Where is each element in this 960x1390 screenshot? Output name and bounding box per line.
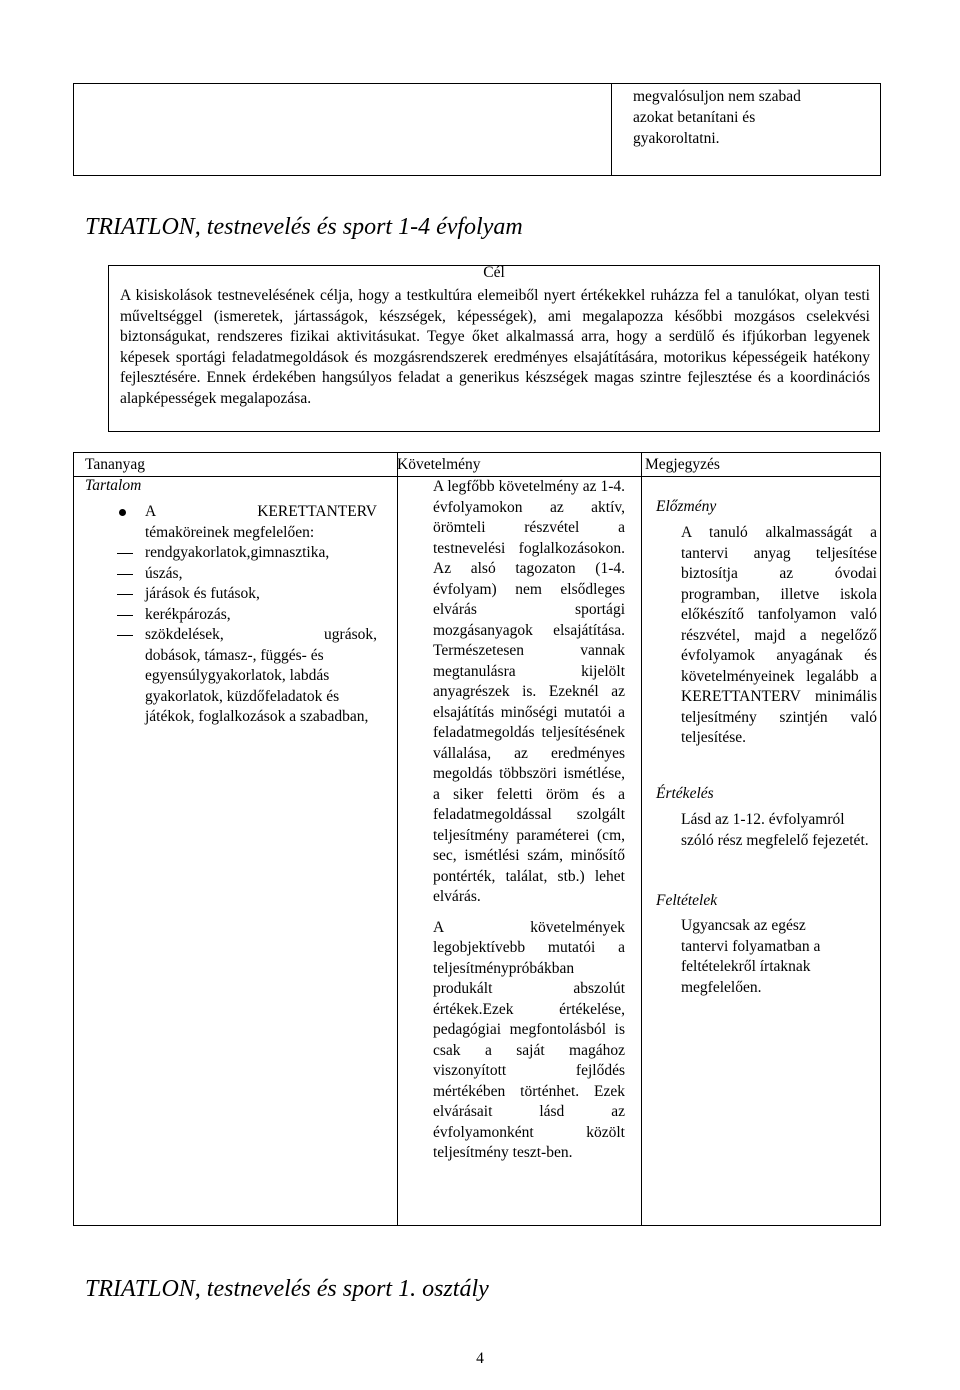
list-item [145,564,377,585]
requirements-text [433,477,625,1164]
column-divider [641,453,642,1225]
note-text-elozmeny: A tanuló alkalmasságát a tantervi anyag teljesítése biztosítja az óvodai programban, illetve iskola előkészítő tanfolyamon való részvétel, majd a negelőző évfolyamok anyagának és követelményeinek legalább a KERETTANTERV minimális teljesítmény szintjén való teljesítése. [681,524,877,746]
bullet-text-rest: témaköreinek megfelelően: [145,523,315,541]
dash-icon [117,615,133,616]
list-item [145,543,377,564]
list-item-text-b: ugrások, [324,626,377,643]
dash-icon [117,594,133,595]
content-list [145,502,377,728]
goal-title: Cél [483,264,505,281]
bullet-icon [119,509,126,516]
page-number: 4 [476,1350,484,1367]
top-table-note: megvalósuljon nem szabad azokat betanítani és gyakoroltatni. [633,88,801,147]
bullet-text-a: A [145,503,157,520]
list-item-text: járások és futások, [145,585,260,602]
note-heading-ertekeles: Értékelés [656,785,714,802]
goal-text [120,286,870,409]
goal-paragraph: A kisiskolások testnevelésének célja, hogy a testkultúra elemeiből nyert értékekkel ruházza fel a tanulókat, olyan testi műveltséggel (ismeretek, jártasságok, készségek, képességek), ami megalapozza későbbi mozgásos cselekvési biztonságukat, rendszeres fizikai aktivitásukat. Tegye őket alkalmassá arra, hogy a serdülő és ifjúkorban legyenek képesek sportági feladatmegoldások és mozgásrendszerek eredményes elsajátítására, motorikus képességeik hatékony fejlesztésére. Ennek érdekében hangsúlyos feladat a generikus készségek magas szintre fejlesztése és a koordinációs alapképességek megalapozása. [120,287,870,407]
requirements-paragraph-1: A legfőbb követelmény az 1-4. évfolyamokon az aktív, örömteli részvétel a testnevelési foglalkozásokon. Az alsó tagozaton (1-4. évfolyam) nem elsődleges elvárás sportági mozgásanyagok elsajátítása. Természetesen vannak megtanulásra kijelölt anyagrészek is. Ezeknél az elsajátítás minőségi mutatói a feladatmegoldás teljesítésének vállalása, az eredményes megoldás többszöri ismétlése, a siker feletti öröm és a feladatmegoldással szolgált teljesítmény paraméterei (cm, sec, ismétlési szám, minősítő pontérték, találat, stb.) lehet elvárás. [433,478,625,905]
section-heading-2: TRIATLON, testnevelés és sport 1. osztály [85,1276,489,1302]
requirements-paragraph-2: A követelmények legobjektívebb mutatói a teljesítménypróbákban produkált abszolút értékek.Ezek értékelése, pedagógiai megfontolásból is csak a saját magához viszonyított fejlődés mértékében történhet. Ezek elvárásait lásd az évfolyamonként közölt teljesítmény teszt-ben. [433,918,625,1161]
column-divider [611,84,612,175]
list-item-text-a: szökdelések, [145,626,224,643]
bullet-line [145,502,377,523]
note-text-ertekeles: Lásd az 1-12. évfolyamról szóló rész megfelelő fejezetét. [681,811,869,849]
header-kovetelmeny: Követelmény [397,456,481,473]
header-megjegyzes: Megjegyzés [645,456,720,473]
list-item-text: úszás, [145,564,183,582]
section-heading: TRIATLON, testnevelés és sport 1-4 évfolyam [85,214,523,240]
header-tananyag: Tananyag [85,456,146,473]
subheading-tartalom: Tartalom [85,477,142,494]
list-item [145,625,377,646]
note-text-feltetelek: Ugyancsak az egész tantervi folyamatban a feltételekről írtaknak megfelelően. [681,917,821,996]
dash-icon [117,553,133,554]
content-rest: dobások, támasz-, függés- és egyensúlygyakorlatok, labdás gyakorlatok, küzdőfeladatok és játékok, foglalkozások a szabadban, [145,646,369,725]
dash-icon [117,635,133,636]
note-heading-feltetelek: Feltételek [656,892,718,909]
list-item [145,584,377,605]
note-heading-elozmeny: Előzmény [656,498,717,515]
list-item-text: rendgyakorlatok,gimnasztika, [145,544,330,561]
list-item [145,605,377,626]
bullet-text-b: KERETTANTERV [257,503,377,520]
list-item-text: kerékpározás, [145,605,231,623]
column-divider [397,453,398,1225]
dash-icon [117,574,133,575]
